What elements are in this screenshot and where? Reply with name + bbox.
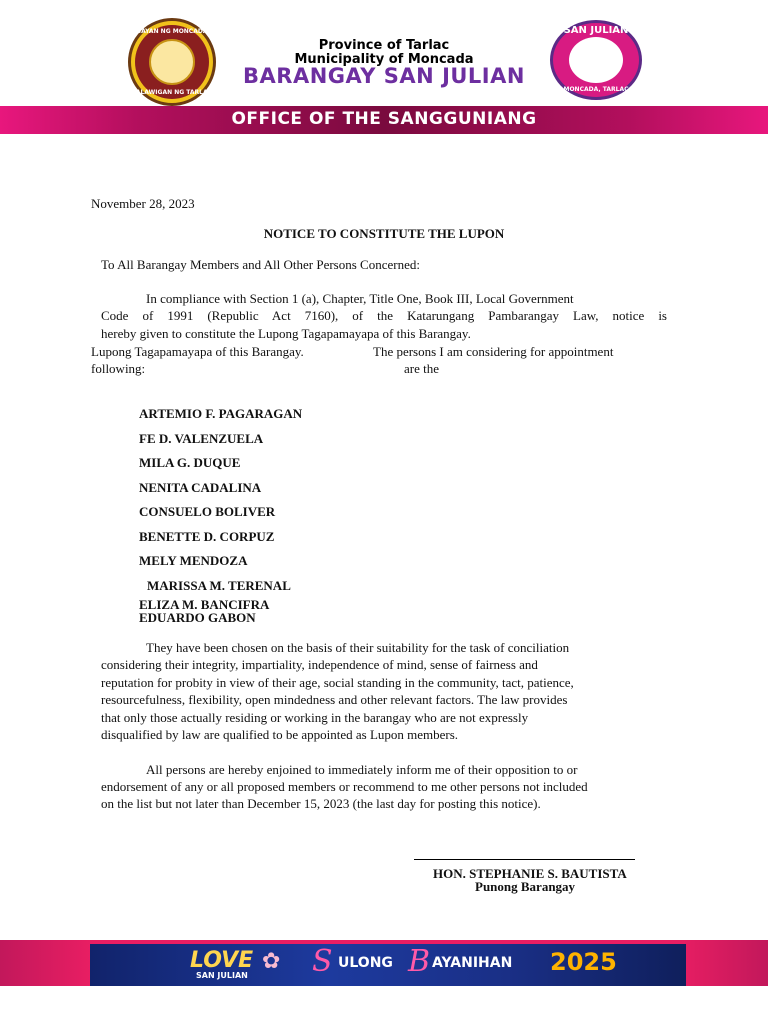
footer-ulong-text: ULONG <box>338 955 393 971</box>
para3-line: endorsement of any or all proposed members or recommend to me other persons not included <box>101 779 588 794</box>
lupon-member-name: FE D. VALENZUELA <box>139 431 264 446</box>
lupon-member-name: MELY MENDOZA <box>139 553 248 568</box>
letter-salutation: To All Barangay Members and All Other Persons Concerned: <box>101 257 420 272</box>
footer-script-s: S <box>312 944 333 979</box>
letter-title: NOTICE TO CONSTITUTE THE LUPON <box>263 226 505 241</box>
lupon-member-name: MARISSA M. TERENAL <box>147 578 291 593</box>
para1-line: In compliance with Section 1 (a), Chapter, Title One, Book III, Local Government <box>146 291 574 306</box>
para1-line: hereby given to constitute the Lupong Tagapamayapa of this Barangay. <box>101 326 471 341</box>
para2-line: disqualified by law are qualified to be appointed as Lupon members. <box>101 727 459 742</box>
san-julian-seal-logo <box>550 20 642 100</box>
seal-left-bottom-text: LALAWIGAN NG TARLAC <box>132 89 212 96</box>
lupon-member-name: BENETTE D. CORPUZ <box>139 529 275 544</box>
para2-line: They have been chosen on the basis of their suitability for the task of conciliation <box>146 640 570 655</box>
footer-ayanihan-text: AYANIHAN <box>432 955 513 971</box>
para3-line: on the list but not later than December 15, 2023 (the last day for posting this notice). <box>101 796 541 811</box>
footer-san-julian-text: SAN JULIAN <box>196 971 248 980</box>
para3-line: All persons are hereby enjoined to immediately inform me of their opposition to or <box>146 762 578 777</box>
seal-left-top-text: BAYAN NG MONCADA <box>136 28 208 35</box>
lupon-member-name: CONSUELO BOLIVER <box>139 504 276 519</box>
lupon-member-name: ARTEMIO F. PAGARAGAN <box>139 406 303 421</box>
footer-love-text: LOVE <box>190 948 254 973</box>
footer-year-text: 2025 <box>550 948 617 976</box>
para1-line: Code of 1991 (Republic Act 7160), of the Katarungang Pambarangay Law, notice is <box>101 308 667 323</box>
province-heading: Province of Tarlac <box>318 38 450 53</box>
para1b-left-line2: following: <box>91 361 146 376</box>
para2-line: considering their integrity, impartiality, independence of mind, sense of fairness and <box>101 657 538 672</box>
lupon-member-name: MILA G. DUQUE <box>139 455 241 470</box>
para1b-right-line2: are the <box>404 361 440 376</box>
municipality-heading: Municipality of Moncada <box>294 52 474 67</box>
office-banner <box>0 106 768 134</box>
butterfly-icon: ✿ <box>262 949 281 974</box>
para2-line: reputation for probity in view of their age, social standing in the community, tact, patience, <box>101 675 574 690</box>
para1b-right-line1: The persons I am considering for appointment <box>373 344 614 359</box>
signatory-name: HON. STEPHANIE S. BAUTISTA <box>433 866 627 881</box>
seal-right-top-text: SAN JULIAN <box>563 25 629 36</box>
signatory-title: Punong Barangay <box>475 879 576 894</box>
lupon-member-name: NENITA CADALINA <box>139 480 262 495</box>
barangay-heading: BARANGAY SAN JULIAN <box>243 64 525 88</box>
office-banner-text: OFFICE OF THE SANGGUNIANG <box>231 109 537 129</box>
para1b-left-line1: Lupong Tagapamayapa of this Barangay. <box>91 344 304 359</box>
seal-right-bottom-text: MONCADA, TARLAC <box>563 86 629 93</box>
lupon-member-name: EDUARDO GABON <box>139 610 256 625</box>
seal-core <box>569 37 623 83</box>
para2-line: that only those actually residing or working in the barangay who are not expressly <box>101 710 529 725</box>
para2-line: resourcefulness, flexibility, open mindedness and other relevant factors. The law provides <box>101 692 568 707</box>
signature-line <box>414 859 635 860</box>
lupon-member-name: ELIZA M. BANCIFRA <box>139 597 270 612</box>
letter-date: November 28, 2023 <box>91 196 195 211</box>
footer-script-b: B <box>408 944 431 979</box>
